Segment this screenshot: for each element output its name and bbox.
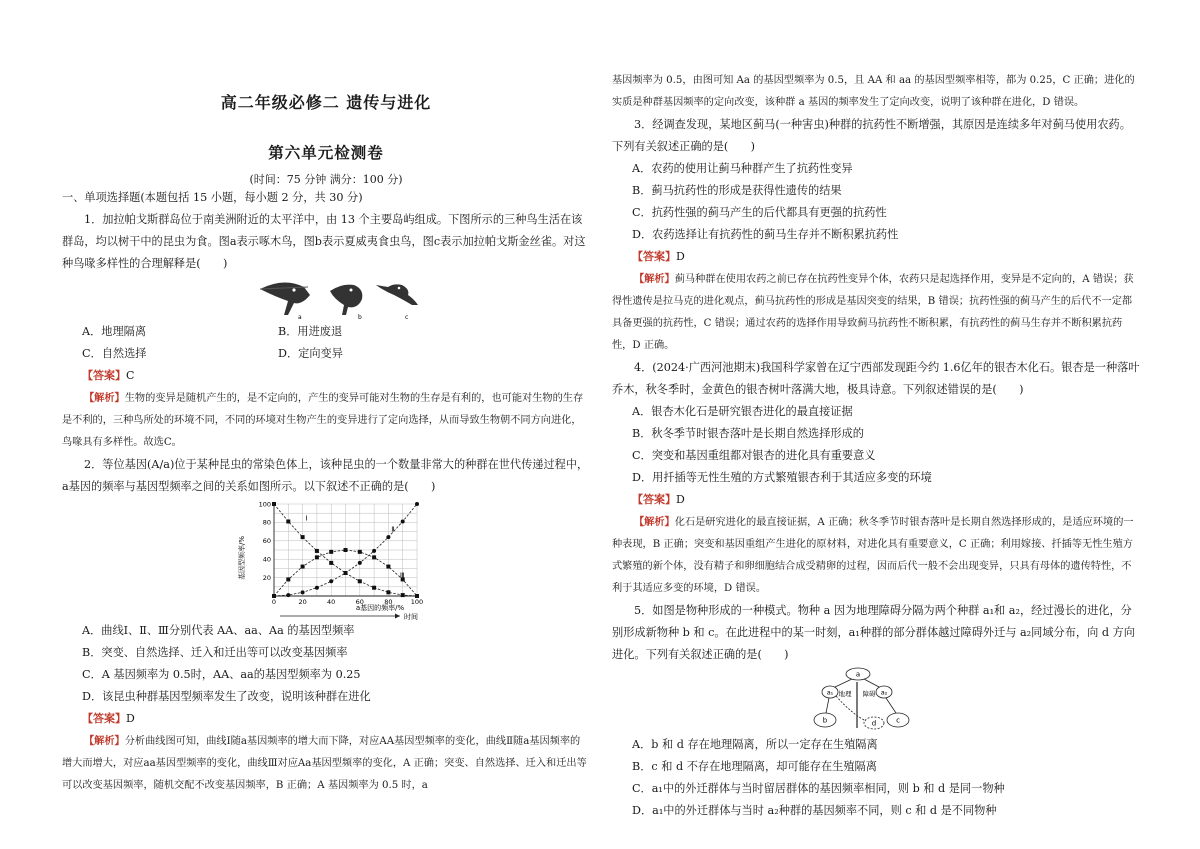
data-point — [315, 549, 319, 553]
data-point — [315, 555, 319, 559]
q5-stem: 5．如图是物种形成的一种模式。物种 a 因为地理障碍分隔为两个种群 a₁和 a₂，经过漫长的进化，分别形成新物种 b 和 c。在此进程中的某一时刻，a₁种群的部分群体越过障碍外迁与 a₂同域分布，向 d 方向进化。下列有关叙述正确的是( ) — [612, 604, 1135, 661]
data-point — [401, 593, 405, 597]
q1-stem: 1．加拉帕戈斯群岛位于南美洲附近的太平洋中，由 13 个主要岛屿组成。下图所示的三种鸟生活在该群岛，均以树干中的昆虫为食。图a表示啄木鸟，图b表示夏威夷食虫鸟，图c表示加拉帕戈斯金丝雀。对这种鸟喙多样性的合理解释是( ) — [62, 213, 586, 270]
bird-beaks-illustration — [62, 275, 590, 321]
q1-answer — [62, 365, 590, 387]
data-point — [344, 548, 348, 552]
q4-option-d: D．用扦插等无性生殖的方式繁殖银杏利于其适应多变的环境 — [632, 471, 932, 484]
data-point — [372, 555, 376, 559]
barrier-label-1: 地理 — [838, 690, 852, 698]
bird-c-label: c — [405, 314, 409, 321]
x-tick-label: 40 — [327, 598, 336, 606]
explain-text: 分析曲线图可知，曲线Ⅰ随a基因频率的增大而下降，对应AA基因型频率的变化，曲线Ⅱ随a基因频率的增大而增大，对应aa基因型频率的变化，曲线Ⅲ对应Aa基因型频率的变化，A 正确；突变、自然选择、迁入和迁出等可以改变基因频率，随机交配不改变基因频率，B 正确；A 基因频率为 0.5 时，a — [62, 736, 587, 791]
section-heading: 一、单项选择题(本题包括 15 小题，每小题 2 分，共 30 分) — [62, 191, 363, 204]
data-point — [315, 586, 319, 590]
explain-tag: 【解析】 — [84, 392, 125, 404]
chart-time-label: 时间 — [404, 613, 418, 620]
node-a1-label: a₁ — [826, 688, 834, 697]
x-tick-label: 20 — [298, 598, 307, 606]
answer-tag: 【答案】 — [632, 250, 676, 263]
q5-option-c: C．a₁中的外迁群体与当时留居群体的基因频率相同，则 b 和 d 是同一物种 — [632, 782, 1005, 795]
q2-answer — [62, 708, 590, 730]
edge-a-a2 — [864, 679, 879, 687]
q2-chart-figure — [62, 498, 590, 620]
q2-option-a: A．曲线Ⅰ、Ⅱ、Ⅲ分别代表 AA、aa、Aa 的基因型频率 — [82, 624, 355, 637]
left-column — [62, 66, 590, 797]
q3-explanation — [612, 268, 1140, 357]
node-a-label: a — [855, 670, 861, 679]
q5-speciation-figure — [612, 666, 1140, 734]
y-tick-label: 100 — [258, 500, 271, 509]
genotype-frequency-chart — [62, 498, 590, 620]
q4-explanation — [612, 511, 1140, 600]
y-tick-label: 80 — [262, 518, 271, 527]
exam-meta: (时间：75 分钟 满分：100 分) — [249, 173, 403, 186]
q3-answer — [612, 246, 1140, 268]
bird-b-icon — [330, 285, 362, 315]
x-tick-label: 100 — [410, 598, 424, 606]
edge-a2-c — [886, 698, 896, 713]
q1-explanation — [62, 387, 590, 454]
answer-tag: 【答案】 — [82, 369, 126, 382]
data-point — [358, 579, 362, 583]
q3-option-c: C．抗药性强的蓟马产生的后代都具有更强的抗药性 — [632, 206, 887, 219]
time-arrow-head — [395, 614, 400, 619]
q3-option-a: A．农药的使用让蓟马种群产生了抗药性变异 — [632, 162, 853, 175]
answer-value: D — [676, 250, 685, 263]
q2-explanation-continued: 基因频率为 0.5，由图可知 Aa 的基因型频率为 0.5，且 AA 和 aa 的基因型频率相等，都为 0.25，C 正确；进化的实质是种群基因频率的定向改变，该种群 a 基因的频率发生了定向改变，说明了该种群在进化，D 错误。 — [612, 75, 1135, 108]
bird-a-label: a — [298, 314, 302, 321]
data-point — [286, 519, 290, 523]
speciation-diagram — [612, 666, 1140, 734]
q1-option-c: C．自然选择 — [82, 347, 147, 360]
data-point — [372, 586, 376, 590]
data-point — [301, 565, 305, 569]
answer-tag: 【答案】 — [632, 493, 676, 506]
edge-a1-d — [836, 696, 866, 721]
series-label: Ⅲ — [399, 571, 405, 580]
page-subtitle: 第六单元检测卷 — [268, 143, 384, 162]
y-tick-label: 40 — [262, 555, 271, 564]
data-point — [286, 593, 290, 597]
barrier-label-2: 障碍 — [862, 690, 876, 698]
x-tick-label: 60 — [355, 598, 364, 606]
q2-stem: 2．等位基因(A/a)位于某种昆虫的常染色体上，该种昆虫的一个数量非常大的种群在世代传递过程中，a基因的频率与基因型频率之间的关系如图所示。以下叙述不正确的是( ) — [62, 458, 589, 493]
data-point — [329, 579, 333, 583]
explain-text: 化石是研究进化的最直接证据，A 正确；秋冬季节时银杏落叶是长期自然选择形成的，是适应环境的一种表现，B 正确；突变和基因重组产生进化的原材料，对进化具有重要意义，C 正确；利用嫁接、扦插等无性生殖方式繁殖的新个体，没有精子和卵细胞结合成受精卵的过程，因而后代一般不会出现变异，只具有母体的遗传特性，不利于其适应多变的环境，D 错误。 — [612, 517, 1134, 594]
q5-option-d: D．a₁中的外迁群体与当时 a₂种群的基因频率不同，则 c 和 d 是不同物种 — [632, 804, 997, 817]
explain-text: 生物的变异是随机产生的，是不定向的，产生的变异可能对生物的生存是有利的，也可能对生物的生存是不利的，三种鸟所处的环境不同，不同的环境对生物产生的变异进行了定向选择，从而导致生物朝不同方向进化，鸟喙具有多样性。故选C。 — [62, 393, 584, 448]
q1-options-row2 — [62, 343, 590, 365]
data-point — [301, 535, 305, 539]
q1-bird-figure — [62, 275, 590, 321]
q2-option-c: C．A 基因频率为 0.5时，AA、aa的基因型频率为 0.25 — [82, 668, 361, 681]
q5-option-b: B．c 和 d 不存在地理隔离，却可能存在生殖隔离 — [632, 760, 877, 773]
data-point — [372, 549, 376, 553]
bird-a-icon — [260, 282, 310, 315]
chart-xlabel: a基因的频率/% — [355, 604, 405, 612]
data-point — [415, 502, 419, 506]
series-label: Ⅰ — [305, 514, 308, 523]
y-tick-label: 60 — [262, 537, 271, 546]
right-column — [612, 70, 1140, 822]
q4-option-b: B．秋冬季节时银杏落叶是长期自然选择形成的 — [632, 427, 864, 440]
data-point — [272, 502, 276, 506]
answer-tag: 【答案】 — [82, 712, 126, 725]
explain-text: 蓟马种群在使用农药之前已存在抗药性变异个体，农药只是起选择作用，变异是不定向的，A 错误；获得性遗传是拉马克的进化观点，蓟马抗药性的形成是基因突变的结果，B 错误；抗药性强的蓟马产生的后代不一定都具备更强的抗药性，C 错误；通过农药的选择作用导致蓟马抗药性不断积累，有抗药性的蓟马生存并不断积累抗药性，D 正确。 — [612, 274, 1134, 351]
data-point — [386, 565, 390, 569]
q1-options-row1 — [62, 321, 590, 343]
answer-value: C — [126, 369, 135, 382]
q3-stem: 3．经调查发现，某地区蓟马(一种害虫)种群的抗药性不断增强，其原因是连续多年对蓟马使用农药。下列有关叙述正确的是( ) — [612, 118, 1131, 153]
explain-tag: 【解析】 — [634, 516, 675, 528]
data-point — [358, 561, 362, 565]
q4-stem: 4．(2024·广西河池期末)我国科学家曾在辽宁西部发现距今约 1.6亿年的银杏木化石。银杏是一种落叶乔木，秋冬季时，金黄色的银杏树叶落满大地，极具诗意。下列叙述错误的是( ) — [612, 361, 1140, 396]
x-tick-label: 0 — [271, 598, 277, 606]
series-label: Ⅱ — [391, 525, 395, 534]
q1-option-a: A．地理隔离 — [82, 325, 147, 338]
q2-option-d: D．该昆虫种群基因型频率发生了改变，说明该种群在进化 — [82, 690, 371, 703]
edge-a-a1 — [835, 679, 852, 687]
q3-option-b: B．蓟马抗药性的形成是获得性遗传的结果 — [632, 184, 842, 197]
data-point — [344, 571, 348, 575]
q1-option-b: B．用进废退 — [278, 325, 343, 338]
bird-c-icon — [376, 284, 418, 305]
data-point — [286, 577, 290, 581]
data-point — [386, 590, 390, 594]
page-title: 高二年级必修二 遗传与进化 — [220, 93, 432, 112]
q1-option-d: D．定向变异 — [278, 347, 343, 360]
edge-a1-b — [826, 698, 829, 713]
chart-ylabel: 基因型频率/% — [238, 535, 246, 581]
node-c-label: c — [896, 716, 900, 725]
bird-b-label: b — [358, 314, 362, 321]
node-a2-label: a₂ — [880, 688, 888, 697]
data-point — [401, 519, 405, 523]
y-tick-label: 20 — [262, 573, 271, 582]
data-point — [329, 561, 333, 565]
chart-ticks — [259, 500, 424, 606]
answer-value: D — [126, 712, 135, 725]
q5-option-a: A．b 和 d 存在地理隔离，所以一定存在生殖隔离 — [632, 738, 878, 751]
q4-option-a: A．银杏木化石是研究银杏进化的最直接证据 — [632, 405, 853, 418]
node-b-label: b — [822, 716, 828, 725]
x-tick-label: 80 — [384, 598, 393, 606]
q4-option-c: C．突变和基因重组都对银杏的进化具有重要意义 — [632, 449, 876, 462]
explain-tag: 【解析】 — [84, 735, 125, 747]
data-point — [329, 550, 333, 554]
node-d-label: d — [871, 719, 877, 728]
q4-answer — [612, 489, 1140, 511]
q3-option-d: D．农药选择让有抗药性的蓟马生存并不断积累抗药性 — [632, 228, 899, 241]
q2-option-b: B．突变、自然选择、迁入和迁出等可以改变基因频率 — [82, 646, 348, 659]
explain-tag: 【解析】 — [634, 273, 675, 285]
data-point — [386, 535, 390, 539]
q2-explanation — [62, 730, 590, 797]
data-point — [301, 590, 305, 594]
answer-value: D — [676, 493, 685, 506]
data-point — [358, 550, 362, 554]
